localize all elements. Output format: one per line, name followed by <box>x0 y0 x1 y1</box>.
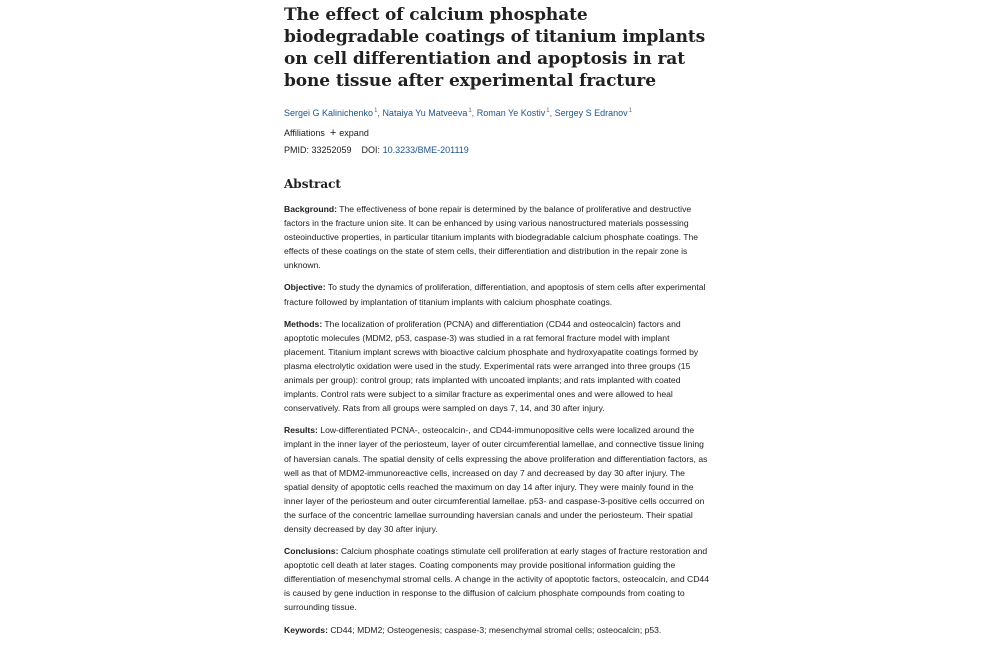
section-label: Objective: <box>284 282 326 293</box>
article <box>284 4 709 645</box>
section-text: Calcium phosphate coatings stimulate cell proliferation at early stages of fracture restoration and apoptotic cell death at later stages. Coating components may provide positional information guiding the differentiation of mesenchymal stromal cells. A change in the activity of apoptotic factors, osteocalcin, and CD44 is caused by gene induction in response to the diffusion of calcium phosphate compounds from coating to surrounding tissue. <box>284 546 709 613</box>
author-separator: , <box>377 108 380 118</box>
abstract-results <box>284 423 709 536</box>
author-link[interactable]: Sergey S Edranov$^1$ <box>554 108 633 118</box>
article-title: The effect of calcium phosphate biodegradable coatings of titanium implants on cell differentiation and apoptosis in rat bone tissue after experimental fracture <box>284 5 706 91</box>
section-text: The localization of proliferation (PCNA) and differentiation (CD44 and osteocalcin) factors and apoptotic molecules (MDM2, p53, caspase-3) was studied in a rat femoral fracture model with implant placement. Titanium implant screws with bioactive calcium phosphate and hydroxyapatite coatings formed by plasma electrolytic oxidation were used in the study. Experimental rats were arranged into three groups (15 animals per group): control group; rats implanted with uncoated implants; and rats implanted with coated implants. Control rats were subject to a similar fracture as experimental ones and were allowed to heal conservatively. Rats from all groups were sampled on days 7, 14, and 30 after injury. <box>284 318 699 414</box>
affiliation-number[interactable]: 1 <box>628 108 633 114</box>
author-list <box>284 104 709 120</box>
author-separator: , <box>471 108 475 118</box>
pmid: PMID: 33252059 <box>284 145 352 155</box>
doi-label: DOI: <box>361 145 381 155</box>
abstract-conclusions <box>284 544 709 614</box>
expand-affiliations-button[interactable] <box>330 127 369 139</box>
affiliations-label: Affiliations <box>284 128 325 138</box>
author-link[interactable]: Sergei G Kalinichenko$^1$ <box>284 108 378 118</box>
abstract-background <box>284 202 709 272</box>
affiliations-row <box>284 127 709 139</box>
author-link[interactable]: Roman Ye Kostiv$^1$ <box>476 108 550 118</box>
section-label: Methods: <box>284 318 323 329</box>
article-identifiers <box>284 144 709 156</box>
doi-link[interactable]: 10.3233/BME-201119 <box>382 145 469 155</box>
affiliation-number[interactable]: 1 <box>546 108 550 114</box>
abstract-objective <box>284 280 709 308</box>
section-text: CD44; MDM2; Osteogenesis; caspase-3; mesenchymal stromal cells; osteocalcin; p53. <box>327 624 662 635</box>
abstract-keywords <box>284 623 709 637</box>
abstract-methods <box>284 317 709 416</box>
section-label: Conclusions: <box>284 546 339 557</box>
section-text: Low-differentiated PCNA-, osteocalcin-, and CD44-immunopositive cells were localized around the implant in the inner layer of the periosteum, layer of outer circumferential lamellae, and connective tissue lining of haversian canals. The spatial density of cells expressing the above proliferation and differentiation factors, as well as that of MDM2-immunoreactive cells, increased on day 7 and decreased by day 30 after injury. The spatial density of apoptotic cells reached the maximum on day 14 after injury. They were mainly found in the inner layer of the periosteum and outer circumferential lamellae. p53- and caspase-3-positive cells occurred on the surface of the concentric lamellae surrounding haversian canals and under the periosteum. Their spatial density decreased by day 30 after injury. <box>284 425 708 534</box>
section-label: Results: <box>284 425 318 436</box>
author-link[interactable]: Nataiya Yu Matveeva$^1$ <box>382 108 472 118</box>
section-text: To study the dynamics of proliferation, differentiation, and apoptosis of stem cells after experimental fracture followed by implantation of titanium implants with calcium phosphate coatings. <box>284 282 706 307</box>
plus-icon: + <box>329 127 337 139</box>
affiliation-number[interactable]: 1 <box>468 108 472 114</box>
author-separator: , <box>549 108 553 118</box>
section-label: Keywords: <box>284 624 328 635</box>
affiliation-number[interactable]: 1 <box>374 108 378 114</box>
expand-label: expand <box>339 128 369 138</box>
section-text: The effectiveness of bone repair is determined by the balance of proliferative and destructive factors in the fracture union site. It can be enhanced by using various nanostructured materials possessing osteoinductive properties, in particular titanium implants with biodegradable calcium phosphate coatings. The effects of these coatings on the state of stem cells, their differentiation and distribution in the repair zone is unknown. <box>284 204 699 271</box>
section-label: Background: <box>284 204 337 214</box>
abstract-heading: Abstract <box>284 177 341 191</box>
